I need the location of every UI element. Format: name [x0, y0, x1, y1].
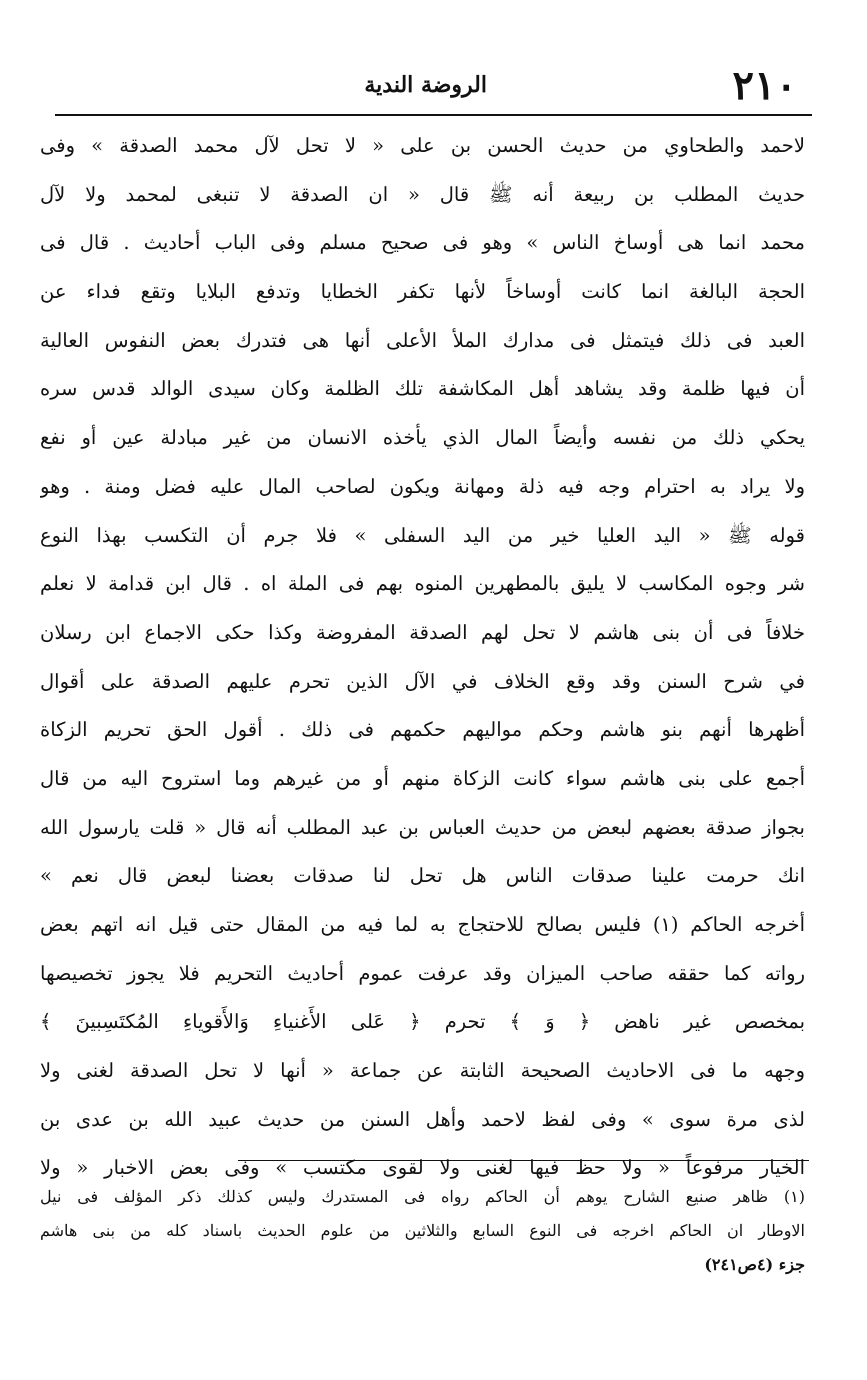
footnote-rule [238, 1160, 809, 1161]
footnote-line: (١) ظاهر صنيع الشارح يوهم أن الحاكم رواه فى المستدرك وليس كذلك ذكر المؤلف فى نيل [40, 1187, 805, 1206]
text-line: الخيار مرفوعاً « ولا حظ فيها لغنى ولا لقوى مكتسب » وفى بعض الاخبار « ولا [40, 1156, 805, 1180]
text-line: رواته كما حققه صاحب الميزان وقد عرفت عموم أحاديث التحريم فلا يجوز تخصيصها [40, 961, 805, 985]
text-line: بمخصص غير ناهض ﴿ وَ ﴾ تحرم ﴿ عَلى الأَغنياءِ وَالأَقوياءِ المُكتَسِبينَ ﴾ [40, 1010, 805, 1034]
main-text [40, 122, 805, 1193]
text-line: لاحمد والطحاوي من حديث الحسن بن على « لا تحل لآل محمد الصدقة » وفى [40, 134, 805, 157]
text-line: العبد فى ذلك فيتمثل فى مدارك الملأ الأعلى أنها هى فتدرك بعض النفوس العالية [40, 328, 805, 352]
header-rule [55, 114, 812, 116]
text-line: أجمع على بنى هاشم سواء كانت الزكاة منهم أو من غيرهم وما استروح اليه من قال [40, 766, 805, 790]
text-line: في شرح السنن وقد وقع الخلاف في الآل الذين تحرم عليهم الصدقة على أقوال [40, 669, 805, 693]
running-title: الروضة الندية [364, 72, 487, 98]
text-line: شر وجوه المكاسب لا يليق بالمطهرين المنوه بهم فى الملة اه . قال ابن قدامة لا نعلم [40, 572, 805, 596]
text-line: حديث المطلب بن ربيعة أنه ﷺ قال « ان الصدقة لا تنبغى لمحمد ولا لآل [40, 182, 805, 206]
footnote-reference: جزء (٤ص٢٤١) [704, 1255, 805, 1274]
text-line: ولا يراد به احترام وجه فيه ذلة ومهانة ويكون لصاحب المال عليه فضل ومنة . وهو [40, 474, 805, 498]
footnotes [40, 1180, 805, 1282]
text-line: وجهه ما فى الاحاديث الصحيحة الثابتة عن جماعة « أنها لا تحل الصدقة لغنى ولا [40, 1059, 805, 1083]
text-line: يحكي ذلك من نفسه وأيضاً المال الذي يأخذه الانسان من غير مبادلة عين أو نفع [40, 426, 805, 450]
page-header [0, 58, 867, 114]
text-line: الحجة البالغة انما كانت أوساخاً لأنها تكفر الخطايا وتدفع البلايا وتقع فداء عن [40, 280, 805, 304]
text-line: أخرجه الحاكم (١) فليس بصالح للاحتجاج به لما فيه من المقال حتى قيل انه اتهم بعض [40, 913, 805, 936]
text-line: قوله ﷺ « اليد العليا خير من اليد السفلى » فلا جرم أن التكسب بهذا النوع [40, 523, 805, 547]
text-line: أن فيها ظلمة وقد يشاهد أهل المكاشفة تلك الظلمة وكان سيدى الوالد قدس سره [40, 377, 805, 401]
text-line: أظهرها أنهم بنو هاشم وحكم مواليهم حكمهم فى ذلك . أقول الحق تحريم الزكاة [40, 718, 805, 742]
text-line: محمد انما هى أوساخ الناس » وهو فى صحيح مسلم وفى الباب أحاديث . قال فى [40, 231, 805, 255]
text-line: بجواز صدقة بعضهم لبعض من حديث العباس بن عبد المطلب أنه قال « قلت يارسول الله [40, 815, 805, 839]
text-line: لذى مرة سوى » وفى لفظ لاحمد وأهل السنن من حديث عبيد الله بن عدى بن [40, 1107, 805, 1131]
page-number: ٢١٠ [732, 62, 797, 109]
text-line: انك حرمت علينا صدقات الناس هل تحل لنا صدقات بعضنا لبعض قال نعم » [40, 864, 805, 888]
text-line: خلافاً فى أن بنى هاشم لا تحل لهم الصدقة المفروضة وكذا حكى الاجماع ابن رسلان [40, 620, 805, 644]
footnote-line: الاوطار ان الحاكم اخرجه فى النوع السابع والثلاثين من علوم الحديث باسناد كله من بنى هاشم [40, 1221, 805, 1240]
